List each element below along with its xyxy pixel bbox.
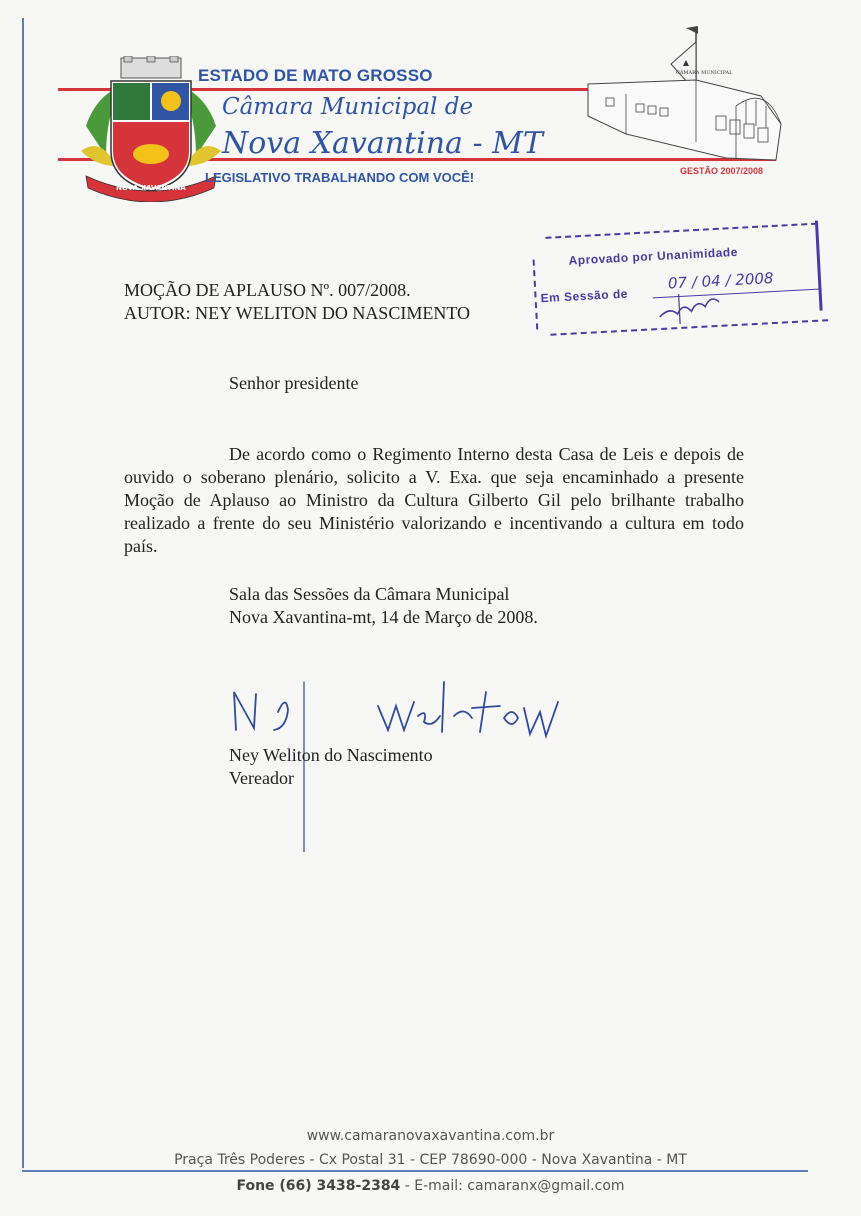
stamp-signature-icon [648,283,730,327]
letterhead [0,0,861,205]
chamber-building-icon [586,24,786,164]
closing-date: Nova Xavantina-mt, 14 de Março de 2008. [229,607,538,627]
stamp-border-top [545,223,817,239]
footer-website[interactable]: www.camaranovaxavantina.com.br [306,1128,555,1144]
footer-contact [0,1178,861,1194]
slogan: LEGISLATIVO TRABALHANDO COM VOCÊ! [205,170,475,185]
signer-role: Vereador [229,768,294,788]
signer-name: Ney Weliton do Nascimento [229,745,433,765]
stamp-border-right [815,221,823,311]
motion-body [124,443,744,558]
footer-email[interactable]: - E-mail: camaranx@gmail.com [400,1178,625,1194]
footer-phone: Fone (66) 3438-2384 [236,1178,401,1194]
motion-body-text: De acordo como o Regimento Interno desta Casa de Leis e depois de ouvido o soberano plenário, solicito a V. Exa. que seja encaminhado a presente Moção de Aplauso ao Ministro da Cultura Gilberto Gil pelo brilhante trabalho realizado a frente do seu Ministério valorizando e incentivando a cultura em todo país. [124,444,744,556]
city-title: Nova Xavantina - MT [222,126,543,161]
term-label: GESTÃO 2007/2008 [680,166,764,176]
svg-text:NOVA XAVANTINA: NOVA XAVANTINA [116,184,186,192]
motion-title: MOÇÃO DE APLAUSO Nº. 007/2008. [124,280,411,300]
chamber-title: Câmara Municipal de [222,94,474,120]
state-title: ESTADO DE MATO GROSSO [198,66,433,85]
svg-text:CÂMARA MUNICIPAL: CÂMARA MUNICIPAL [676,70,733,76]
stamp-approved-text: Aprovado por Unanimidade [568,244,739,268]
salutation: Senhor presidente [229,373,359,393]
closing-place: Sala das Sessões da Câmara Municipal [229,584,510,604]
stamp-date: 07 / 04 / 2008 [667,269,774,293]
motion-author: AUTOR: NEY WELITON DO NASCIMENTO [124,303,470,323]
approval-stamp [525,214,831,352]
stamp-border-left [533,259,539,329]
footer-address: Praça Três Poderes - Cx Postal 31 - CEP 78690-000 - Nova Xavantina - MT [174,1152,687,1168]
stamp-session-text: Em Sessão de [540,286,629,306]
page-border-bottom [22,1170,808,1172]
